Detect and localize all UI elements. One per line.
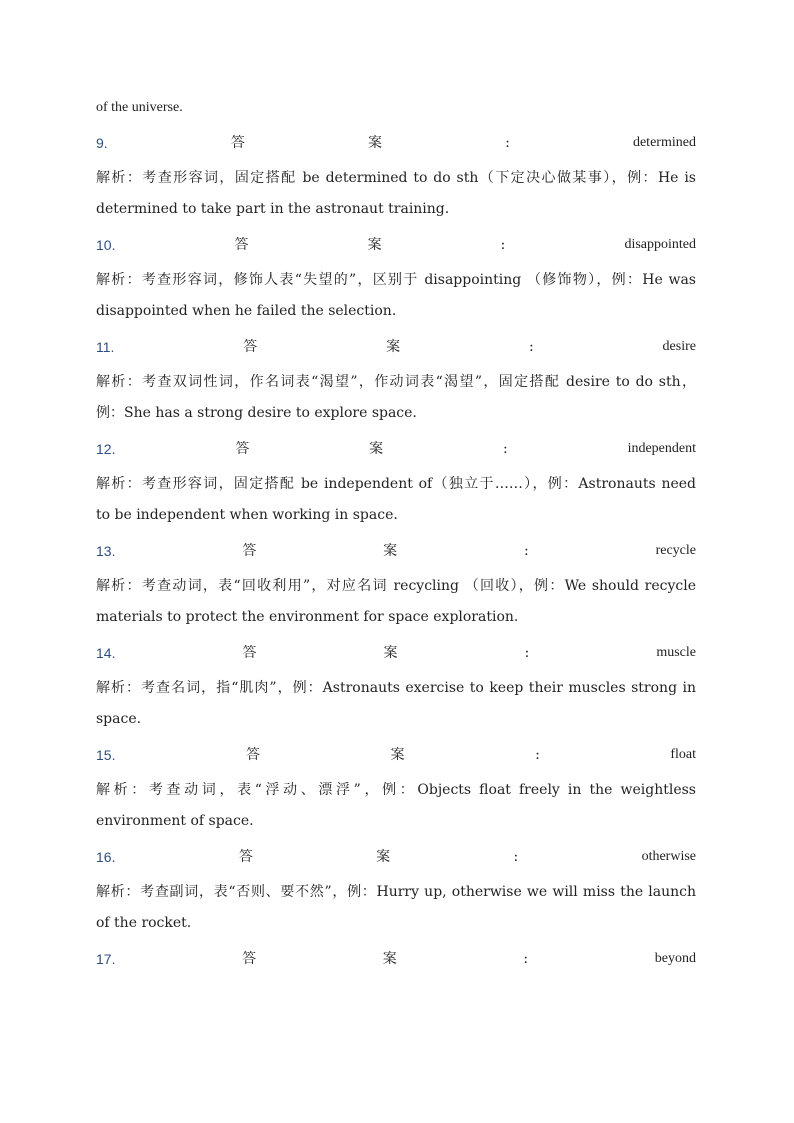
answer-label-char: 答 [234,237,249,253]
answer-label-char: 答 [242,645,257,661]
answer-label-char: : [513,849,519,865]
answer-label-char: : [535,747,540,763]
question-number: 12. [96,441,116,457]
question-number: 13. [96,543,116,559]
answer-label-char: : [523,951,529,967]
explanation-line: 解析：考查动词，表“浮动、漂浮”，例：Objects float freely in the weightless [96,782,696,798]
answer-word: beyond [654,951,696,966]
question-number: 17. [96,951,116,967]
question-number: 14. [96,645,116,661]
answer-label-char: 答 [243,339,258,355]
answer-line [96,327,696,367]
answer-word: recycle [655,543,696,558]
explanation-line: 解析：考查动词，表“回收利用”，对应名词 recycling （回收），例：We should recycle [96,578,696,594]
explanation-line: 解析：考查双词性词，作名词表“渴望”，作动词表“渴望”，固定搭配 desire to do sth， [96,374,696,390]
answer-label-char: 案 [390,747,405,763]
answer-label-char: : [500,237,506,253]
answer-label-char: 答 [242,951,257,967]
explanation-line: space. [96,711,142,727]
explanation-line: 解析：考查形容词，固定搭配 be determined to do sth（下定决心做某事），例：He is [96,170,696,186]
explanation-line: 解析：考查形容词，修饰人表“失望的”，区别于 disappointing （修饰物），例：He was [96,272,696,288]
explanation-line: 解析：考查名词，指“肌肉”，例：Astronauts exercise to keep their muscles strong in [96,680,696,696]
answer-word: desire [662,339,696,354]
question-number: 9. [96,135,108,151]
answer-line [96,429,696,469]
answer-label-char: 答 [235,441,250,457]
answer-label-char: 答 [238,849,253,865]
answer-label-char: 案 [369,441,384,457]
answer-label-char: 案 [367,237,382,253]
answer-label-char: 案 [383,543,398,559]
answer-label-char: 案 [386,339,401,355]
explanation-line: determined to take part in the astronaut training. [96,201,450,217]
explanation-line: environment of space. [96,813,254,829]
question-number: 15. [96,747,116,763]
answer-label-char: : [528,339,534,355]
explanation-line: of the rocket. [96,915,192,931]
explanation-line: materials to protect the environment for space exploration. [96,609,519,625]
answer-entries [96,123,696,979]
document-page [96,92,696,979]
answer-label-char: 答 [242,543,257,559]
answer-line [96,633,696,673]
answer-label-char: : [524,645,530,661]
answer-label-char: : [524,543,529,559]
answer-word: otherwise [641,849,696,864]
answer-line [96,735,696,775]
answer-label-char: 答 [246,747,260,763]
answer-word: independent [627,441,696,456]
intro-line: of the universe. [96,100,183,115]
answer-label-char: : [503,441,508,457]
explanation-line: disappointed when he failed the selection. [96,303,397,319]
answer-label-char: : [505,135,510,151]
answer-word: disappointed [624,237,696,252]
explanation-line: 例：She has a strong desire to explore space. [96,405,417,421]
explanation-line: 解析：考查副词，表“否则、要不然”，例：Hurry up, otherwise we will miss the launch [96,884,696,900]
answer-label-char: 案 [383,645,398,661]
question-number: 10. [96,237,116,253]
answer-label-char: 案 [382,951,397,967]
answer-word: determined [632,135,696,150]
answer-label-char: 答 [230,135,245,151]
answer-line [96,123,696,163]
answer-line [96,837,696,877]
answer-line [96,225,696,265]
answer-word: muscle [656,645,696,660]
answer-label-char: 案 [367,135,382,151]
answer-word: float [670,747,696,762]
answer-line [96,531,696,571]
answer-label-char: 案 [376,849,391,865]
question-number: 11. [96,339,115,355]
explanation-line: 解析：考查形容词，固定搭配 be independent of（独立于……），例：Astronauts need [96,476,696,492]
explanation-line: to be independent when working in space. [96,507,398,523]
answer-line [96,939,696,979]
question-number: 16. [96,849,116,865]
